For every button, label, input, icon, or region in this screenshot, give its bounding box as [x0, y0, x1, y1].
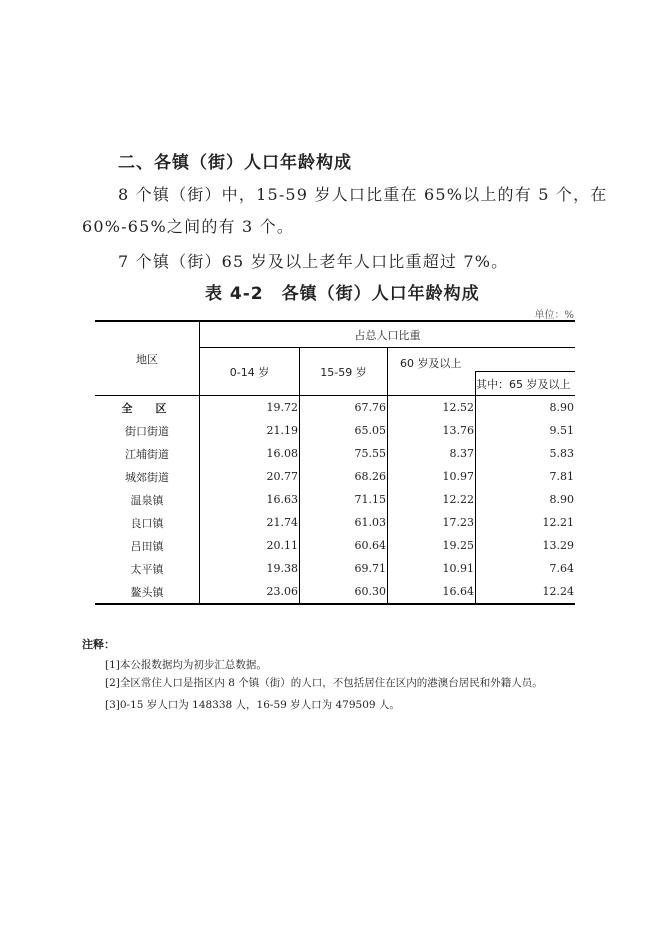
cell-15-59: 69.71	[300, 557, 388, 580]
header-0-14: 0-14 岁	[200, 348, 300, 396]
age-structure-table	[95, 320, 575, 605]
cell-60-plus: 8.37	[388, 442, 476, 465]
cell-0-14: 19.72	[200, 396, 300, 420]
table-row	[95, 396, 575, 420]
cell-region: 街口街道	[95, 419, 200, 442]
cell-65-plus: 8.90	[549, 493, 574, 506]
cell-60-plus: 19.25	[388, 534, 476, 557]
header-region: 地区	[95, 321, 200, 396]
table-row	[95, 465, 575, 488]
cell-15-59: 71.15	[300, 488, 388, 511]
header-15-59: 15-59 岁	[300, 348, 388, 396]
cell-region: 城郊街道	[95, 465, 200, 488]
cell-60-plus: 12.22	[388, 488, 476, 511]
cell-65-plus: 13.29	[542, 539, 574, 552]
cell-15-59: 65.05	[300, 419, 388, 442]
cell-region: 温泉镇	[95, 488, 200, 511]
cell-60-plus: 13.76	[388, 419, 476, 442]
cell-15-59: 60.30	[300, 580, 388, 604]
cell-0-14: 21.19	[200, 419, 300, 442]
cell-15-59: 61.03	[300, 511, 388, 534]
cell-0-14: 23.06	[200, 580, 300, 604]
cell-65-plus: 7.81	[549, 470, 574, 483]
cell-15-59: 68.26	[300, 465, 388, 488]
header-60-spacer	[388, 372, 476, 396]
cell-15-59: 67.76	[300, 396, 388, 420]
cell-0-14: 20.11	[200, 534, 300, 557]
cell-65-plus: 7.64	[549, 562, 574, 575]
cell-region: 鳌头镇	[95, 580, 200, 604]
cell-0-14: 16.08	[200, 442, 300, 465]
table-row	[95, 511, 575, 534]
cell-60-plus: 17.23	[388, 511, 476, 534]
cell-0-14: 16.63	[200, 488, 300, 511]
header-65-plus: 其中：65 岁及以上	[476, 372, 576, 396]
cell-15-59: 75.55	[300, 442, 388, 465]
table-row	[95, 557, 575, 580]
table-row	[95, 580, 575, 604]
cell-65-plus: 12.21	[542, 516, 574, 529]
cell-region: 全 区	[95, 396, 200, 420]
paragraph-1: 8 个镇（街）中，15-59 岁人口比重在 65%以上的有 5 个，在	[118, 185, 608, 204]
cell-60-plus: 10.91	[388, 557, 476, 580]
cell-60-plus: 10.97	[388, 465, 476, 488]
cell-region: 太平镇	[95, 557, 200, 580]
table-caption: 表 4-2 各镇（街）人口年龄构成	[205, 284, 480, 304]
table-header-row-1	[95, 321, 575, 348]
table-row	[95, 488, 575, 511]
cell-65-plus: 5.83	[549, 447, 574, 460]
table-unit: 单位：%	[534, 310, 574, 321]
cell-60-plus: 12.52	[388, 396, 476, 420]
note-1: [1]本公报数据均为初步汇总数据。	[105, 659, 267, 671]
cell-region: 吕田镇	[95, 534, 200, 557]
paragraph-2: 60%-65%之间的有 3 个。	[82, 217, 295, 236]
cell-65-plus: 12.24	[476, 580, 576, 604]
header-60-plus: 60 岁及以上	[400, 357, 462, 370]
cell-0-14: 20.77	[200, 465, 300, 488]
table-row	[95, 442, 575, 465]
paragraph-3: 7 个镇（街）65 岁及以上老年人口比重超过 7%。	[118, 252, 509, 271]
note-3: [3]0-15 岁人口为 148338 人，16-59 岁人口为 479509 人。	[105, 699, 400, 711]
cell-15-59: 60.64	[300, 534, 388, 557]
notes-title: 注释：	[82, 638, 115, 651]
cell-65-plus: 9.51	[549, 424, 574, 437]
section-heading: 二、各镇（街）人口年龄构成	[118, 153, 352, 173]
cell-65-plus: 8.90	[549, 401, 574, 414]
header-group: 占总人口比重	[200, 321, 576, 348]
note-2: [2]全区常住人口是指区内 8 个镇（街）的人口，不包括居住在区内的港澳台居民和外籍人员。	[105, 677, 543, 689]
cell-60-plus: 16.64	[388, 580, 476, 604]
cell-region: 良口镇	[95, 511, 200, 534]
table-row	[95, 419, 575, 442]
table-row	[95, 534, 575, 557]
cell-0-14: 21.74	[200, 511, 300, 534]
cell-region: 江埔街道	[95, 442, 200, 465]
cell-0-14: 19.38	[200, 557, 300, 580]
